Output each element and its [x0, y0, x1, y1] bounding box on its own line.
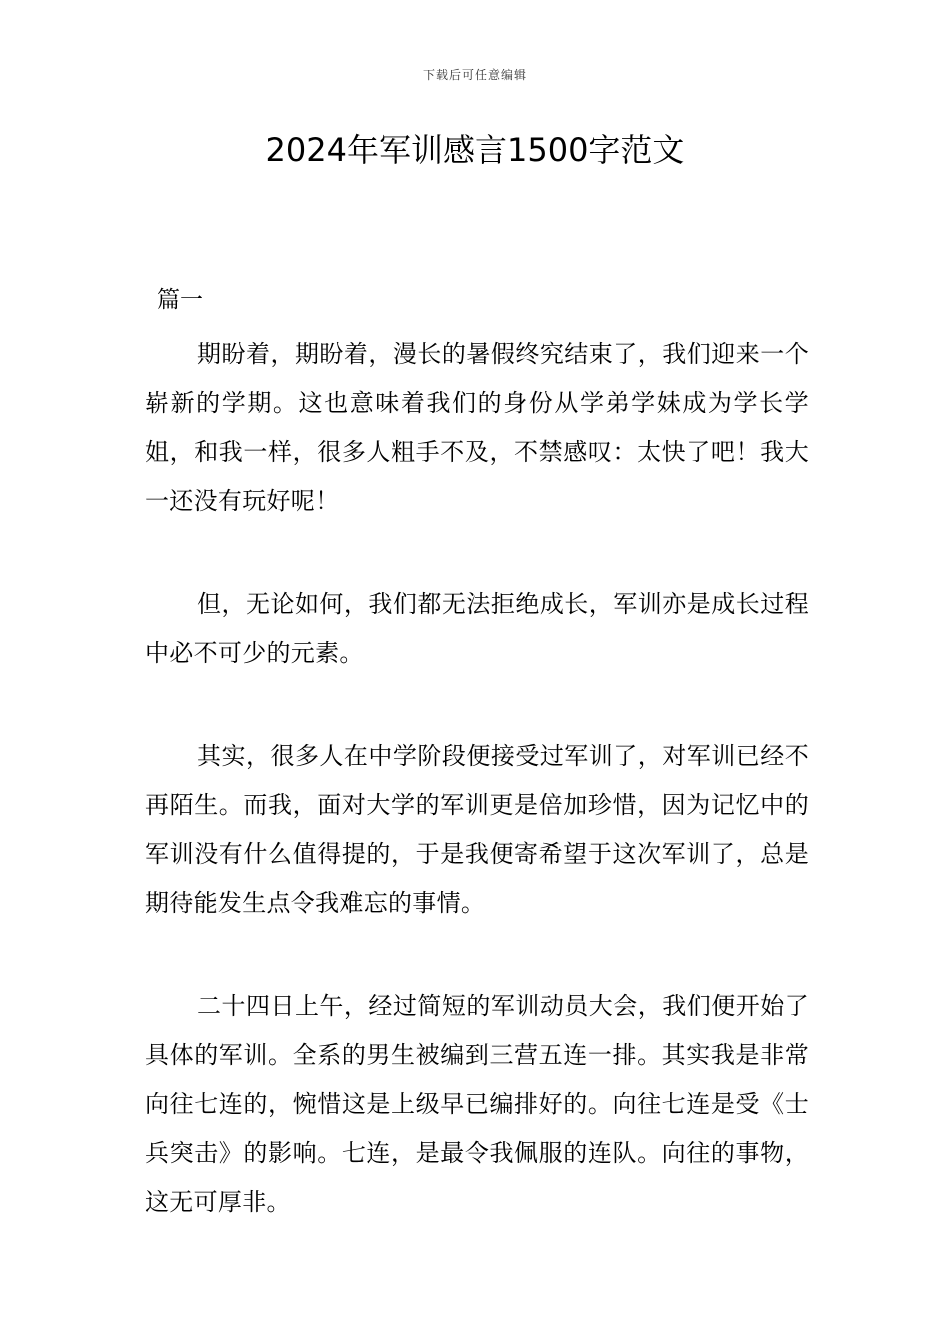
- document-title: 2024年军训感言1500字范文: [265, 131, 685, 169]
- paragraph-3: 其实，很多人在中学阶段便接受过军训了，对军训已经不再陌生。而我，面对大学的军训更是倍加珍惜，因为记忆中的军训没有什么值得提的，于是我便寄希望于这次军训了，总是期待能发生点令我难忘的事情。: [145, 742, 809, 917]
- header-note: 下载后可任意编辑: [422, 68, 527, 82]
- document-body: [145, 330, 809, 1227]
- section-label: 篇一: [157, 287, 203, 313]
- paragraph-1: 期盼着，期盼着，漫长的暑假终究结束了，我们迎来一个崭新的学期。这也意味着我们的身份从学弟学妹成为学长学姐，和我一样，很多人粗手不及，不禁感叹：太快了吧！我大一还没有玩好呢！: [145, 340, 809, 515]
- paragraph-2: 但，无论如何，我们都无法拒绝成长，军训亦是成长过程中必不可少的元素。: [145, 590, 809, 667]
- paragraph-4: 二十四日上午，经过简短的军训动员大会，我们便开始了具体的军训。全系的男生被编到三营五连一排。其实我是非常向往七连的，惋惜这是上级早已编排好的。向往七连是受《士兵突击》的影响。七连，是最令我佩服的连队。向往的事物，这无可厚非。: [145, 992, 809, 1216]
